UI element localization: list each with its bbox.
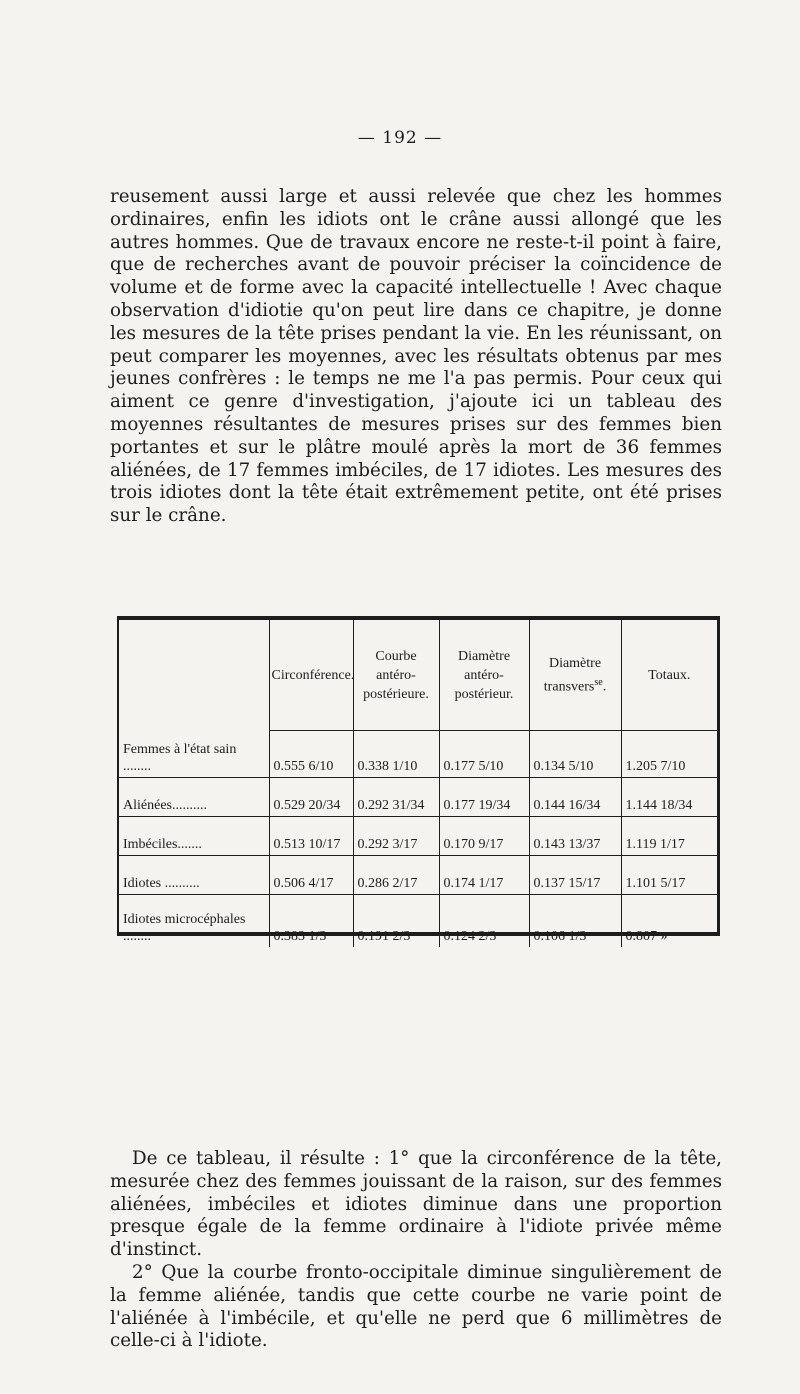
table-row (119, 895, 717, 948)
cell-tr-diameter: 0.144 16/34 (529, 778, 621, 817)
paragraph-intro: reusement aussi large et aussi relevée que chez les hommes ordinaires, enfin les idiots ont le crâne aussi allongé que les autres hommes. Que de travaux encore ne reste-t-il point à faire, que de recherches avant de pouvoir préciser la coïncidence de volume et de forme avec la capacité intellectuelle ! Avec chaque observation d'idiotie qu'on peut lire dans ce chapitre, je donne les mesures de la tête prises pendant la vie. En les réunissant, on peut comparer les moyennes, avec les résultats obtenus par mes jeunes confrères : le temps ne me l'a pas permis. Pour ceux qui aiment ce genre d'investigation, j'ajoute ici un tableau des moyennes résultantes de mesures prises sur des femmes bien portantes et sur le plâtre moulé après la mort de 36 femmes aliénées, de 17 femmes imbéciles, de 17 idiotes. Les mesures des trois idiotes dont la tête était extrêmement petite, ont été prises sur le crâne. (110, 186, 722, 527)
header-tr-diameter-end: . (602, 679, 607, 695)
page-number: — 192 — (357, 128, 443, 148)
cell-total: 1.119 1/17 (621, 817, 717, 856)
cell-total: 1.205 7/10 (621, 731, 717, 778)
cell-tr-diameter: 0.137 15/17 (529, 856, 621, 895)
cell-ap-diameter: 0.124 2/3 (439, 895, 529, 948)
row-label: Idiotes .......... (119, 856, 269, 895)
cell-tr-diameter: 0.143 13/37 (529, 817, 621, 856)
table-header-row (119, 620, 717, 731)
cell-curve: 0.286 2/17 (353, 856, 439, 895)
cell-total: 0.807 » (625, 929, 668, 944)
cell-circumference: 0.529 20/34 (269, 778, 353, 817)
header-ap-diameter: Diamètre antéro-postérieur. (439, 620, 529, 731)
row-label: Idiotes microcéphales ........ (119, 895, 269, 948)
paragraph-conclusion-1: De ce tableau, il résulte : 1° que la circonférence de la tête, mesurée chez des femmes jouissant de la raison, sur des femmes aliénées, imbéciles et idiotes diminue dans une proportion presque égale de la femme ordinaire à l'idiote privée même d'instinct. (110, 1148, 722, 1261)
cell-tr-diameter: 0.106 1/3 (529, 895, 621, 948)
table-row (119, 817, 717, 856)
header-tr-diameter-sup: se (594, 676, 603, 688)
row-label: Imbéciles....... (119, 817, 269, 856)
cell-ap-diameter: 0.177 19/34 (439, 778, 529, 817)
cell-circumference: 0.506 4/17 (269, 856, 353, 895)
cell-curve: 0.292 31/34 (353, 778, 439, 817)
header-circumference: Circonférence. (269, 620, 353, 731)
table-row (119, 731, 717, 778)
header-empty-cell (119, 620, 269, 731)
header-totals: Totaux. (621, 620, 717, 731)
cell-circumference: 0.513 10/17 (269, 817, 353, 856)
cell-curve: 0.338 1/10 (353, 731, 439, 778)
cell-total: 1.144 18/34 (621, 778, 717, 817)
cell-ap-diameter: 0.174 1/17 (439, 856, 529, 895)
header-curve: Courbe antéro-postérieure. (353, 620, 439, 731)
cell-ap-diameter: 0.177 5/10 (439, 731, 529, 778)
header-tr-diameter (529, 620, 621, 731)
cell-circumference: 0.383 1/3 (269, 895, 353, 948)
measurements-table (117, 616, 720, 944)
cell-circumference: 0.555 6/10 (269, 731, 353, 778)
cell-curve: 0.292 3/17 (353, 817, 439, 856)
table-row (119, 778, 717, 817)
paragraph-conclusion-2: 2° Que la courbe fronto-occipitale diminue singulièrement de la femme aliénée, tandis que cette courbe ne varie point de l'aliénée à l'imbécile, et qu'elle ne perd que 6 millimètres de celle-ci à l'idiote. (110, 1262, 722, 1352)
cell-ap-diameter: 0.170 9/17 (439, 817, 529, 856)
cell-curve: 0.191 2/3 (353, 895, 439, 948)
row-label: Femmes à l'état sain ........ (119, 731, 269, 778)
cell-total: 1.101 5/17 (621, 856, 717, 895)
header-tr-diameter-main: Diamètre transvers (543, 655, 602, 695)
row-label: Aliénées.......... (119, 778, 269, 817)
cell-tr-diameter: 0.134 5/10 (529, 731, 621, 778)
table-row (119, 856, 717, 895)
